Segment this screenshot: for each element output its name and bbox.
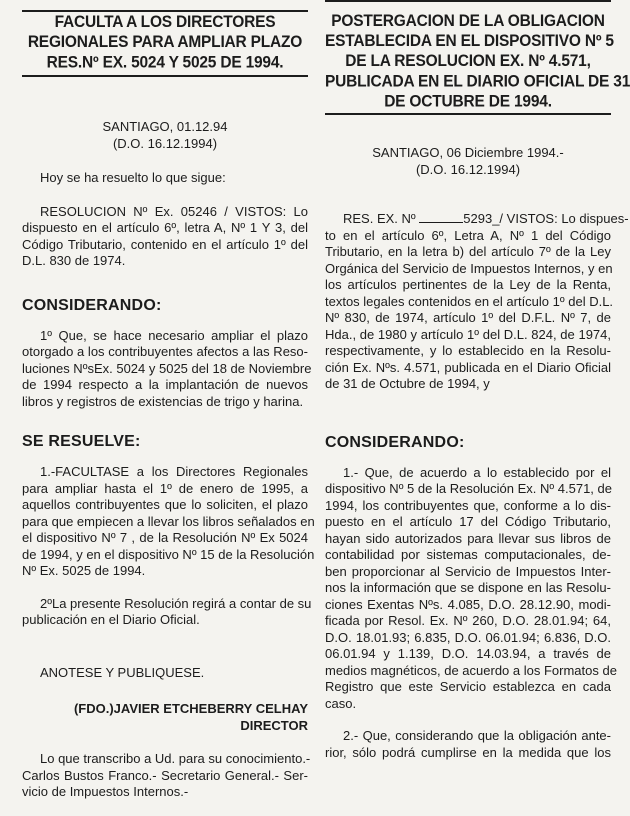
paragraph-line: contabilidad por sistemas computacionales, de- [325,547,611,562]
left-resuelve-1 [22,464,315,580]
paragraph-line: rior, sólo podrá cumplirse en la medida que los [325,744,611,760]
right-title-line: DE LA RESOLUCION EX. Nº 4.571, [345,52,591,71]
paragraph-line: otorgado a los contribuyentes afectos a las Reso- [22,344,308,359]
right-title-line: POSTERGACION DE LA OBLIGACION [331,12,605,31]
paragraph-line: to en el artículo 6º, Letra A, Nº 1 del Código [325,227,611,243]
paragraph-line: libros y registros de existencias de trigo y harina. [22,393,304,409]
right-title-line: ESTABLECIDA EN EL DISPOSITIVO Nº 5 [325,32,614,51]
right-considerando-heading: CONSIDERANDO: [325,433,465,451]
left-dateline-do: (D.O. 16.12.1994) [112,135,218,151]
paragraph-line: Hda., de 1980 y artículo 1º del D.L. 824, de 1974, [325,326,611,342]
paragraph-line: 2.- Que, considerando que la obligación ante- [343,728,611,743]
paragraph-line: 1.- Que, de acuerdo a lo establecido por el [343,464,611,480]
blank-line [419,212,463,223]
paragraph-line: aquellos contribuyentes que lo soliciten, el plazo [22,497,308,512]
paragraph-line: ben proporcionar al Servicio de Impuestos Inter- [325,563,611,579]
paragraph-line: para que empiecen a llevar los libros señalados en [22,513,315,529]
left-column [22,0,315,801]
paragraph-line: Carlos Bustos Franco.- Secretario General.- Ser- [22,767,308,783]
left-dateline-place: SANTIAGO, 01.12.94 [102,119,228,134]
paragraph-line: 2ºLa presente Resolución regirá a contar de su [40,595,312,611]
paragraph-line: publicación en el Diario Oficial. [22,612,200,627]
signature-name: (FDO.)JAVIER ETCHEBERRY CELHAY [73,701,308,716]
paragraph-line [325,211,629,228]
paragraph-line: Orgánica del Servicio de Impuestos Internos, y en [325,260,613,276]
paragraph-line: ficada por Resol. Ex. Nº 260, D.O. 28.01.94; 64, [325,613,611,628]
right-title-line: DE OCTUBRE DE 1994. [384,92,552,111]
paragraph-line: los artículos pertinentes de la Ley de la Renta, [325,277,611,292]
paragraph-line: nos la información que se dispone en las Resolu- [325,580,611,595]
vistos-prefix: RES. EX. Nº [343,211,416,226]
left-title-line: FACULTA A LOS DIRECTORES [54,13,276,32]
paragraph-line: de 31 de Octubre de 1994, y [325,376,490,391]
left-title [22,12,308,77]
paragraph-line: caso. [325,695,357,711]
right-dateline-do: (D.O. 16.12.1994) [415,161,521,177]
paragraph-line: Código Tributario, contenido en el artículo 1º del [22,236,308,252]
right-considerando-2 [325,728,611,761]
paragraph-line: dispuesto en el artículo 6º, letra A, Nº 1 Y 3, del [22,220,308,235]
paragraph-line: el dispositivo Nº 7 , de la Resolución Nº Ex 5024 [22,530,308,545]
right-vistos [325,211,629,393]
paragraph-line: ciones Exentas Nºs. 4.085, D.O. 28.12.90, modi- [325,596,611,612]
paragraph-line: D.L. 830 de 1974. [22,253,126,268]
left-dateline [22,119,308,152]
paragraph-line: D.O. 18.01.93; 6.835, D.O. 06.01.94; 6.836, D.O. [325,629,611,645]
right-title-line: PUBLICADA EN EL DIARIO OFICIAL DE 31 [325,72,630,91]
left-resuelve-2 [22,595,312,629]
paragraph-line: 06.01.94 y 1.139, D.O. 14.03.94, a través de [325,646,611,661]
paragraph-line: medios magnéticos, de acuerdo a los Formatos de [325,662,617,678]
signature-title: DIRECTOR [240,717,308,733]
left-intro: Hoy se ha resuelto lo que sigue: [40,170,226,185]
paragraph-line: vicio de Impuestos Internos.- [22,784,189,799]
right-dateline-place: SANTIAGO, 06 Diciembre 1994.- [372,145,564,160]
left-title-line: RES.Nº EX. 5024 Y 5025 DE 1994. [46,53,284,72]
paragraph-line: 1994, los contribuyentes que, conforme a lo dis- [325,497,611,513]
paragraph-line: ción Ex. Nºs. 4.571, publicada en el Diario Oficial [325,359,611,375]
paragraph-line: luciones NºsEx. 5024 y 5025 del 18 de Noviembre [22,360,312,376]
left-closing [22,751,311,801]
paragraph-line: 1º Que, se hace necesario ampliar el plazo [40,327,308,343]
right-title [325,11,630,116]
paragraph-line: Tributario, en la letra b) del artículo 7º de la Ley [325,244,611,259]
paragraph-line: Lo que transcribo a Ud. para su conocimiento.- [40,751,311,766]
left-vistos [22,204,308,270]
paragraph-line: Nº Ex. 5025 de 1994. [22,563,146,578]
paragraph-line: de 1994, y en el dispositivo Nº 15 de la Resolución [22,546,315,562]
right-top-rule [325,0,611,2]
vistos-first-rest: 5293_/ VISTOS: Lo dispues- [463,211,629,226]
paragraph-line: puesto en el artículo 17 del Código Tributario, [325,514,611,529]
left-anotese: ANOTESE Y PUBLIQUESE. [40,664,205,680]
left-considerando-heading: CONSIDERANDO: [22,296,162,314]
paragraph-line: respectivamente, y lo establecido en la Resolu- [325,343,611,358]
paragraph-line: de 1994 respecto a la implantación de nuevos [22,377,308,392]
paragraph-line: dispositivo Nº 5 de la Resolución Ex. Nº 4.571, de [325,481,612,496]
right-column [325,0,630,761]
paragraph-line: RESOLUCION Nº Ex. 05246 / VISTOS: Lo [40,203,308,219]
left-considerando-1 [22,327,312,411]
left-signature [22,701,308,734]
paragraph-line: textos legales contenidos en el artículo 1º del D.L. [325,293,614,309]
right-considerando-1 [325,464,617,713]
left-title-line: REGIONALES PARA AMPLIAR PLAZO [27,33,303,52]
right-dateline [325,145,611,178]
paragraph-line: para ampliar hasta el 1º de enero de 1995, a [22,480,308,496]
paragraph-line: hayan sido autorizados para llevar sus libros de [325,530,611,546]
paragraph-line: Nº 830, de 1974, artículo 1º del D.F.L. Nº 7, de [325,310,611,325]
paragraph-line: Registro que este Servicio establezca en cada [325,679,611,694]
paragraph-line: 1.-FACULTASE a los Directores Regionales [40,464,308,479]
left-resuelve-heading: SE RESUELVE: [22,433,141,450]
